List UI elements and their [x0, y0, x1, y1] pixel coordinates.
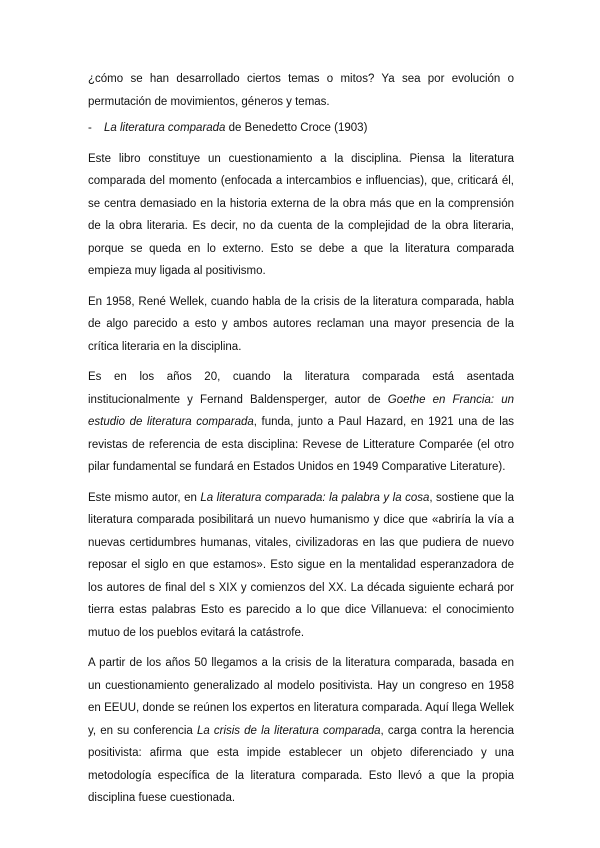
bullet-item — [88, 117, 514, 140]
paragraph-intro: ¿cómo se han desarrollado ciertos temas o mitos? Ya sea por evolución o permutación de movimientos, géneros y temas. — [88, 73, 514, 108]
paragraph-text: , sostiene que la literatura comparada posibilitará un nuevo humanismo y dice que «abriría la vía a nuevas certidumbres humanas, vitales, civilizadoras en las que pudiera de nuevo reposar el siglo en que estamos». Esto sigue en la mentalidad esperanzadora de los autores de final del s XIX y comienzos del XX. La década siguiente echará por tierra estas palabras Esto es parecido a lo que dice Villanueva: el conocimiento mutuo de los pueblos evitará la catástrofe. — [88, 491, 515, 639]
bullet-dash: - — [88, 122, 92, 134]
paragraph-text: , carga contra la herencia positivista: afirma que esta impide establecer un objeto diferenciado y una metodología específica de la literatura comparada. Esto llevó a que la propia disciplina fuese cuestionada. — [88, 724, 514, 804]
paragraph-croce: Este libro constituye un cuestionamiento a la disciplina. Piensa la literatura comparada del momento (enfocada a intercambios e influencias), que, criticará él, se centra demasiado en la historia externa de la obra más que en la comprensión de la obra literaria. Es decir, no da cuenta de la complejidad de la obra literaria, porque se queda en lo externo. Esto se debe a que la literatura comparada empieza muy ligada al positivismo. — [88, 152, 514, 277]
paragraph-text: Es en los años 20, cuando la literatura comparada está asentada institucionalmente y Fernand Baldensperger, autor de — [88, 371, 514, 406]
paragraph-baldensperger — [88, 366, 514, 479]
bullet-text — [104, 117, 514, 140]
paragraph-crisis — [88, 652, 514, 810]
book-title-palabra-cosa: La literatura comparada: la palabra y la cosa — [200, 491, 430, 504]
book-title-croce: La literatura comparada — [104, 122, 226, 134]
paragraph-text: Este mismo autor, en — [88, 491, 201, 504]
paragraph-same-author — [88, 487, 514, 645]
paragraph-text: , funda, junto a Paul Hazard, en 1921 una de las revistas de referencia de esta disciplina: Revese de Litterature Comparée (el otro pilar fundamental se fundará en Estados Unidos en 1949 Comparative Literature). — [88, 416, 514, 473]
document-page — [88, 68, 514, 818]
bullet-rest: de Benedetto Croce (1903) — [225, 122, 368, 134]
paragraph-text: A partir de los años 50 llegamos a la crisis de la literatura comparada, basada en un cuestionamiento generalizado al modelo positivista. Hay un congreso en 1958 en EEUU, donde se reúnen los expertos en literatura comparada. Aquí llega Wellek y, en su conferencia — [88, 657, 514, 737]
book-title-goethe: Goethe en Francia: un estudio de literatura comparada — [88, 393, 514, 428]
conference-title-crisis: La crisis de la literatura comparada — [196, 724, 381, 737]
paragraph-wellek-1958: En 1958, René Wellek, cuando habla de la crisis de la literatura comparada, habla de algo parecido a esto y ambos autores reclaman una mayor presencia de la crítica literaria en la disciplina. — [88, 295, 514, 353]
